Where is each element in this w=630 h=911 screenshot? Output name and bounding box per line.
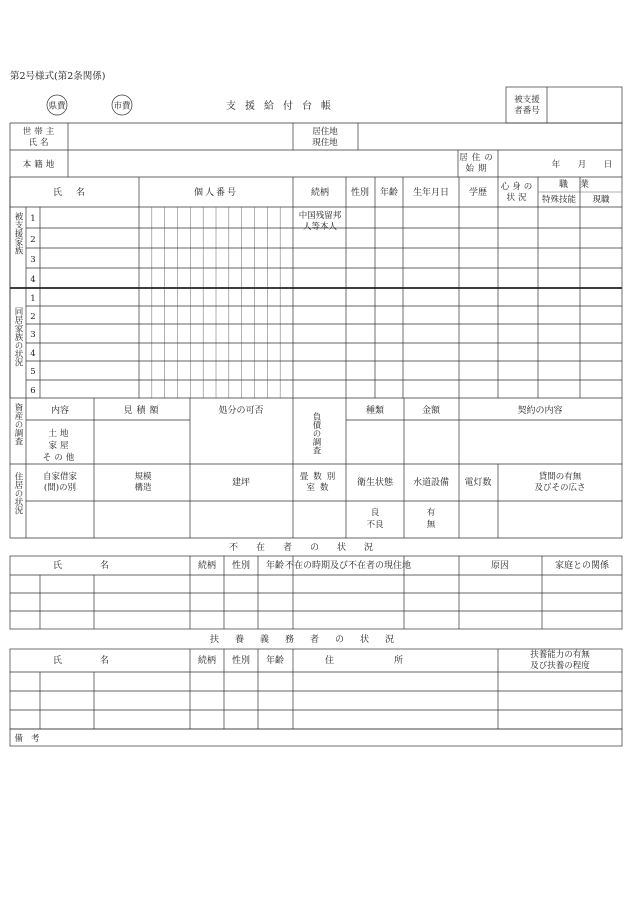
form-label: 無	[426, 520, 436, 530]
page-title: 支援給付台帳	[226, 101, 340, 112]
section-label: 住居の状況	[13, 472, 23, 515]
form-label: 不在の時期及び不在者の現住地	[284, 561, 412, 571]
row-number: 4	[30, 349, 36, 359]
form-label: 被支援者番号	[514, 95, 540, 116]
form-label: 見積額	[123, 406, 163, 416]
form-label: 心身の状況	[500, 182, 536, 203]
section-label: 被支援家族	[13, 212, 23, 255]
form-label: 契約の内容	[517, 406, 563, 416]
form-label: 個人番号	[193, 188, 239, 198]
form-label: 年齢	[379, 188, 399, 198]
section-title: 扶養義務者の状況	[209, 635, 411, 645]
form-label: 居住の始期	[459, 153, 497, 174]
form-label: 良	[370, 508, 380, 518]
form-label: 処分の可否	[218, 406, 264, 416]
form-label: 貸間の有無及びその広さ	[534, 472, 586, 493]
recipient-number-box	[506, 87, 622, 123]
remarks-label: 備考	[14, 734, 48, 744]
form-label: 種類	[365, 406, 385, 416]
section-label: 負債の調査	[311, 412, 321, 455]
form-label: 扶養能力の有無及び扶養の程度	[530, 650, 590, 671]
form-label: 職業	[558, 180, 602, 190]
form-label: 畳数別室数	[299, 472, 341, 493]
form-label: 住所	[324, 656, 464, 666]
form-label: 規模構造	[134, 472, 152, 493]
form-label: 年	[551, 160, 561, 170]
form-label: 続柄	[197, 656, 217, 666]
row-number: 1	[30, 214, 36, 224]
form-label: 性別	[231, 561, 251, 571]
form-label: 氏名	[52, 656, 148, 666]
row-number: 2	[30, 235, 36, 245]
remarks-box	[10, 729, 622, 746]
row-number: 1	[30, 294, 36, 304]
row-number: 4	[30, 275, 36, 285]
form-label: 年齢	[265, 656, 285, 666]
prefecture-seal: 県費	[48, 101, 66, 112]
city-seal: 市費	[113, 101, 131, 112]
form-label: 生年月日	[412, 188, 450, 198]
asset-item: その他	[42, 453, 78, 463]
section-label: 資産の調査	[13, 403, 23, 446]
form-label: 中国残留邦人等本人	[298, 211, 342, 232]
form-label: 本籍地	[22, 160, 58, 170]
section-label: 同居家族の状況	[13, 307, 23, 367]
form-label: 現職	[592, 195, 610, 205]
form-label: 内容	[50, 406, 70, 416]
form-label: 世帯主氏名	[22, 127, 58, 148]
form-label: 年齢	[265, 561, 285, 571]
form-label: 建坪	[231, 478, 251, 488]
section-title: 不在者の状況	[228, 543, 392, 553]
asset-item: 土地	[48, 429, 72, 439]
form-label: 有	[426, 508, 436, 518]
form-label: 家庭との関係	[554, 561, 610, 571]
form-label: 性別	[231, 656, 251, 666]
form-label: 居住地現住地	[312, 127, 338, 148]
form-label: 電灯数	[464, 478, 492, 488]
form-label: 続柄	[310, 188, 330, 198]
form-label: 続柄	[197, 561, 217, 571]
form-label: 水道設備	[412, 478, 450, 488]
row-number: 5	[30, 367, 36, 377]
row-number: 3	[30, 330, 36, 340]
form-label: 学歴	[468, 188, 488, 198]
asset-item: 家屋	[48, 441, 72, 451]
form-label: 性別	[350, 188, 370, 198]
form-label: 氏名	[52, 561, 148, 571]
form-label: 原因	[490, 561, 510, 571]
form-header: 第2号様式(第2条関係)	[10, 71, 106, 82]
form-label: 氏名	[52, 188, 100, 198]
row-number: 2	[30, 312, 36, 322]
form-label: 日	[603, 160, 613, 170]
form-label: 月	[577, 160, 587, 170]
row-number: 3	[30, 255, 36, 265]
form-label: 金額	[421, 406, 441, 416]
form-label: 衛生状態	[356, 478, 394, 488]
form-label: 特殊技能	[541, 195, 577, 205]
row-number: 6	[30, 386, 36, 396]
form-label: 自家借家(間)の別	[42, 472, 78, 493]
form-label: 不良	[366, 520, 384, 530]
